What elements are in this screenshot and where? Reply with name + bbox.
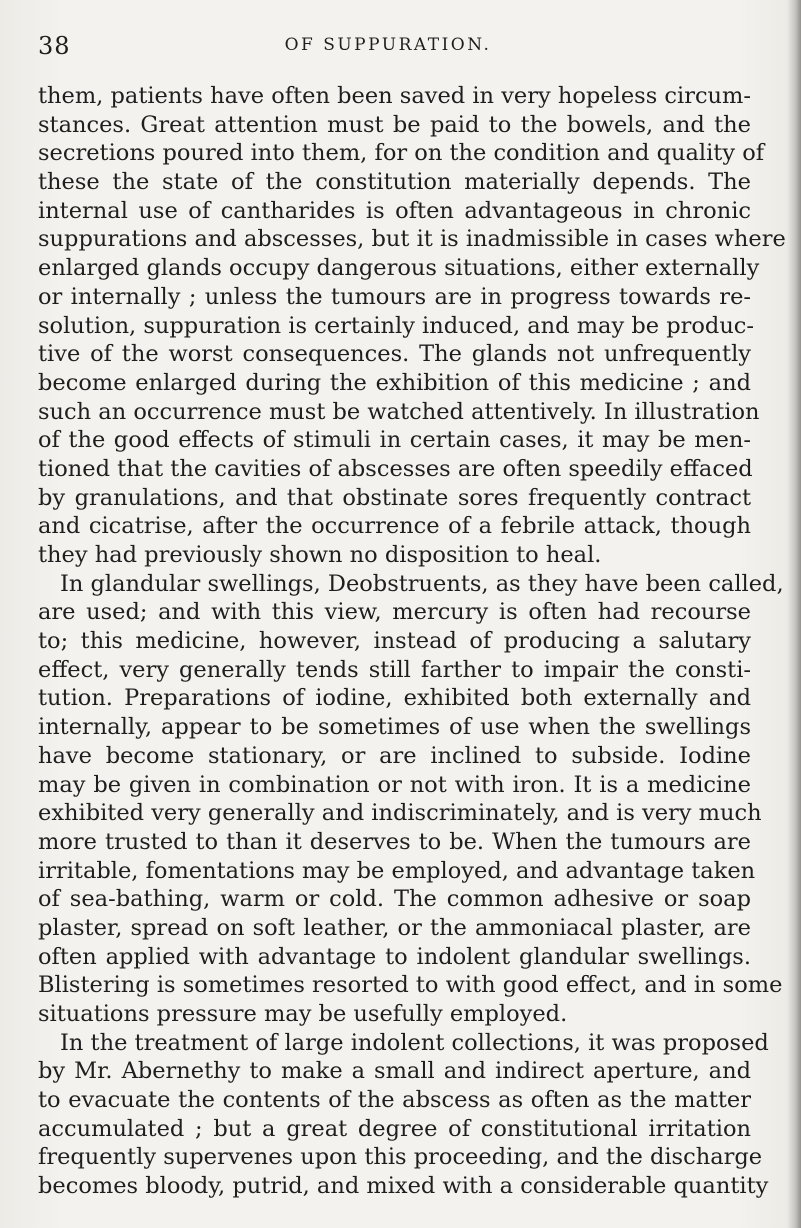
paragraph-start-line: In the treatment of large indolent collections, it was proposed bbox=[60, 1029, 769, 1056]
text-line: and cicatrise, after the occurrence of a febrile attack, though bbox=[38, 513, 751, 540]
text-line: effect, very generally tends still farther to impair the consti- bbox=[38, 656, 751, 683]
text-line: of sea-bathing, warm or cold. The common adhesive or soap bbox=[38, 886, 751, 913]
text-line: stances. Great attention must be paid to the bowels, and the bbox=[38, 111, 751, 138]
text-line: may be given in combination or not with iron. It is a medicine bbox=[38, 771, 751, 798]
text-line: of the good effects of stimuli in certain cases, it may be men- bbox=[38, 427, 751, 454]
text-line: such an occurrence must be watched attentively. In illustration bbox=[38, 398, 760, 425]
text-line: exhibited very generally and indiscriminately, and is very much bbox=[38, 800, 762, 827]
page-header bbox=[38, 32, 738, 62]
text-line: secretions poured into them, for on the condition and quality of bbox=[38, 140, 765, 167]
text-line: Blistering is sometimes resorted to with good effect, and in some bbox=[38, 972, 783, 999]
text-line: accumulated ; but a great degree of constitutional irritation bbox=[38, 1115, 751, 1142]
text-line: tive of the worst consequences. The glands not unfrequently bbox=[38, 341, 751, 368]
page-number: 38 bbox=[38, 32, 71, 60]
text-line: are used; and with this view, mercury is often had recourse bbox=[38, 599, 751, 626]
text-line: by Mr. Abernethy to make a small and indirect aperture, and bbox=[38, 1058, 751, 1085]
text-line: tioned that the cavities of abscesses are often speedily effaced bbox=[38, 455, 753, 482]
text-line: irritable, fomentations may be employed, and advantage taken bbox=[38, 857, 756, 884]
paragraph-end-line: they had previously shown no disposition to heal. bbox=[38, 542, 602, 568]
text-line: become enlarged during the exhibition of this medicine ; and bbox=[38, 369, 751, 396]
text-line: or internally ; unless the tumours are in progress towards re- bbox=[38, 283, 751, 310]
text-line: by granulations, and that obstinate sores frequently contract bbox=[38, 484, 751, 511]
text-line: becomes bloody, putrid, and mixed with a considerable quantity bbox=[38, 1173, 769, 1200]
text-line: internal use of cantharides is often advantageous in chronic bbox=[38, 197, 751, 224]
text-line: suppurations and abscesses, but it is inadmissible in cases where bbox=[38, 226, 786, 253]
body-text bbox=[38, 82, 786, 1201]
paragraph-end-line: situations pressure may be usefully employed. bbox=[38, 1001, 568, 1027]
text-line: frequently supervenes upon this proceeding, and the discharge bbox=[38, 1144, 763, 1171]
text-line: tution. Preparations of iodine, exhibited both externally and bbox=[38, 685, 751, 712]
text-line: to evacuate the contents of the abscess as often as the matter bbox=[38, 1087, 751, 1114]
page-edge-shadow bbox=[787, 0, 801, 1228]
paragraph-start-line: In glandular swellings, Deobstruents, as they have been called, bbox=[60, 570, 784, 597]
running-head: OF SUPPURATION. bbox=[284, 35, 492, 55]
text-line: these the state of the constitution materially depends. The bbox=[38, 169, 751, 196]
text-line: solution, suppuration is certainly induced, and may be produc- bbox=[38, 312, 755, 339]
text-line: them, patients have often been saved in very hopeless circum- bbox=[38, 83, 751, 109]
text-line: more trusted to than it deserves to be. When the tumours are bbox=[38, 828, 751, 855]
text-line: enlarged glands occupy dangerous situations, either externally bbox=[38, 255, 760, 282]
text-line: have become stationary, or are inclined to subside. Iodine bbox=[38, 742, 751, 769]
text-line: plaster, spread on soft leather, or the ammoniacal plaster, are bbox=[38, 914, 751, 941]
text-line: often applied with advantage to indolent glandular swellings. bbox=[38, 943, 751, 970]
text-line: internally, appear to be sometimes of use when the swellings bbox=[38, 714, 751, 741]
text-line: to; this medicine, however, instead of producing a salutary bbox=[38, 628, 751, 655]
